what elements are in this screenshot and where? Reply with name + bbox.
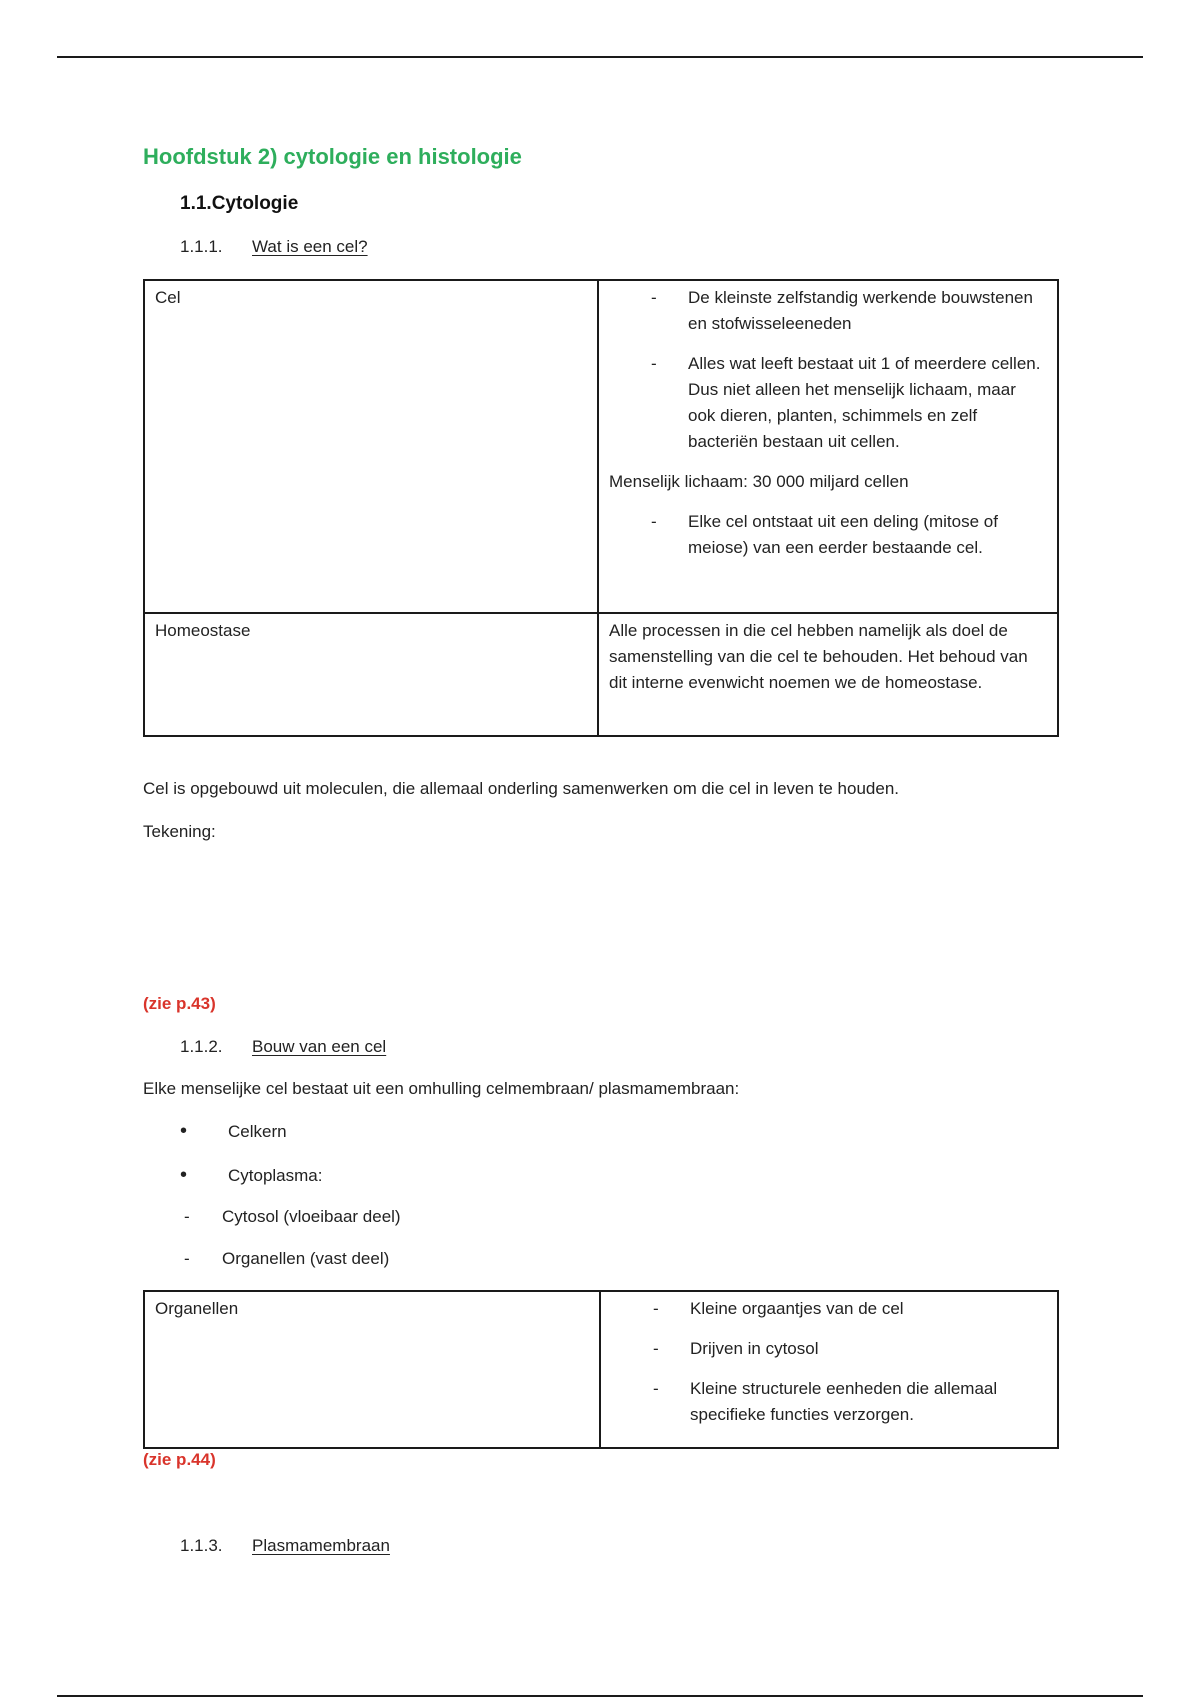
subsection-number: 1.1.2. xyxy=(180,1037,223,1056)
dash-item xyxy=(184,1249,389,1269)
list-item xyxy=(611,1376,1047,1428)
bullet-item xyxy=(180,1164,322,1187)
subsection-title: Wat is een cel? xyxy=(252,237,368,256)
table-row xyxy=(144,280,1058,613)
dash-item xyxy=(184,1207,401,1227)
table-row xyxy=(144,1291,1058,1448)
subsection-heading-3 xyxy=(180,1536,390,1556)
list-item-text: Kleine orgaantjes van de cel xyxy=(690,1299,904,1318)
page-reference-2: (zie p.44) xyxy=(143,1450,216,1469)
term-cell xyxy=(144,613,598,736)
dash-marker: - xyxy=(653,1339,659,1358)
bullet-text: Cytoplasma: xyxy=(228,1166,323,1185)
paragraph-molecules: Cel is opgebouwd uit moleculen, die allemaal onderling samenwerken om die cel in leven te houden. xyxy=(143,779,900,798)
section-number: 1.1. xyxy=(180,193,212,214)
page-reference-1: (zie p.43) xyxy=(143,994,216,1013)
definition-cell xyxy=(598,613,1058,736)
bullet-marker: • xyxy=(180,1164,188,1186)
definition-table-2 xyxy=(143,1290,1059,1449)
definition-cell xyxy=(600,1291,1058,1448)
section-title: Cytologie xyxy=(211,193,299,214)
dash-marker: - xyxy=(651,354,657,373)
dash-marker: - xyxy=(184,1207,190,1226)
cell-count-line: Menselijk lichaam: 30 000 miljard cellen xyxy=(609,472,909,491)
dash-text: Organellen (vast deel) xyxy=(222,1249,390,1268)
footer-rule xyxy=(57,1695,1143,1697)
dash-marker: - xyxy=(653,1299,659,1318)
bullet-item xyxy=(180,1120,287,1143)
dash-marker: - xyxy=(651,512,657,531)
definition-cell xyxy=(598,280,1058,613)
list-item xyxy=(609,509,1047,561)
list-item-text: Drijven in cytosol xyxy=(690,1339,819,1358)
list-item-text: Alles wat leeft bestaat uit 1 of meerdere cellen. Dus niet alleen het menselijk lichaam, maar ook dieren, planten, schimmels en zelf bacteriën bestaan uit cellen. xyxy=(688,354,1041,451)
subsection-title: Bouw van een cel xyxy=(252,1037,387,1056)
dash-marker: - xyxy=(651,288,657,307)
list-item xyxy=(611,1336,1047,1362)
subsection-heading-2 xyxy=(180,1037,386,1057)
dash-marker: - xyxy=(653,1379,659,1398)
definition-text: Alle processen in die cel hebben namelijk als doel de samenstelling van die cel te behouden. Het behoud van dit interne evenwicht noemen we de homeostase. xyxy=(609,621,1028,692)
list-item xyxy=(609,285,1047,337)
paragraph-membrane: Elke menselijke cel bestaat uit een omhulling celmembraan/ plasmamembraan: xyxy=(143,1079,740,1098)
term-label: Homeostase xyxy=(155,621,251,640)
list-item-text: Elke cel ontstaat uit een deling (mitose of meiose) van een eerder bestaande cel. xyxy=(688,512,998,557)
section-heading xyxy=(180,193,298,215)
bullet-marker: • xyxy=(180,1120,188,1142)
term-cell xyxy=(144,1291,600,1448)
list-item xyxy=(611,1296,1047,1322)
subsection-number: 1.1.3. xyxy=(180,1536,223,1555)
dash-text: Cytosol (vloeibaar deel) xyxy=(222,1207,401,1226)
table-row xyxy=(144,613,1058,736)
definition-table-1 xyxy=(143,279,1059,737)
list-item xyxy=(609,351,1047,455)
dash-marker: - xyxy=(184,1249,190,1268)
subsection-title: Plasmamembraan xyxy=(252,1536,390,1555)
header-rule xyxy=(57,56,1143,58)
list-item-text: Kleine structurele eenheden die allemaal specifieke functies verzorgen. xyxy=(690,1379,998,1424)
list-item-text: De kleinste zelfstandig werkende bouwstenen en stofwisseleeneden xyxy=(688,288,1033,333)
subsection-heading-1 xyxy=(180,237,368,257)
bullet-text: Celkern xyxy=(228,1122,287,1141)
term-label: Organellen xyxy=(155,1299,239,1318)
paragraph-drawing-label: Tekening: xyxy=(143,822,216,841)
term-label: Cel xyxy=(155,288,181,307)
chapter-title: Hoofdstuk 2) cytologie en histologie xyxy=(143,144,522,169)
subsection-number: 1.1.1. xyxy=(180,237,223,256)
term-cell xyxy=(144,280,598,613)
